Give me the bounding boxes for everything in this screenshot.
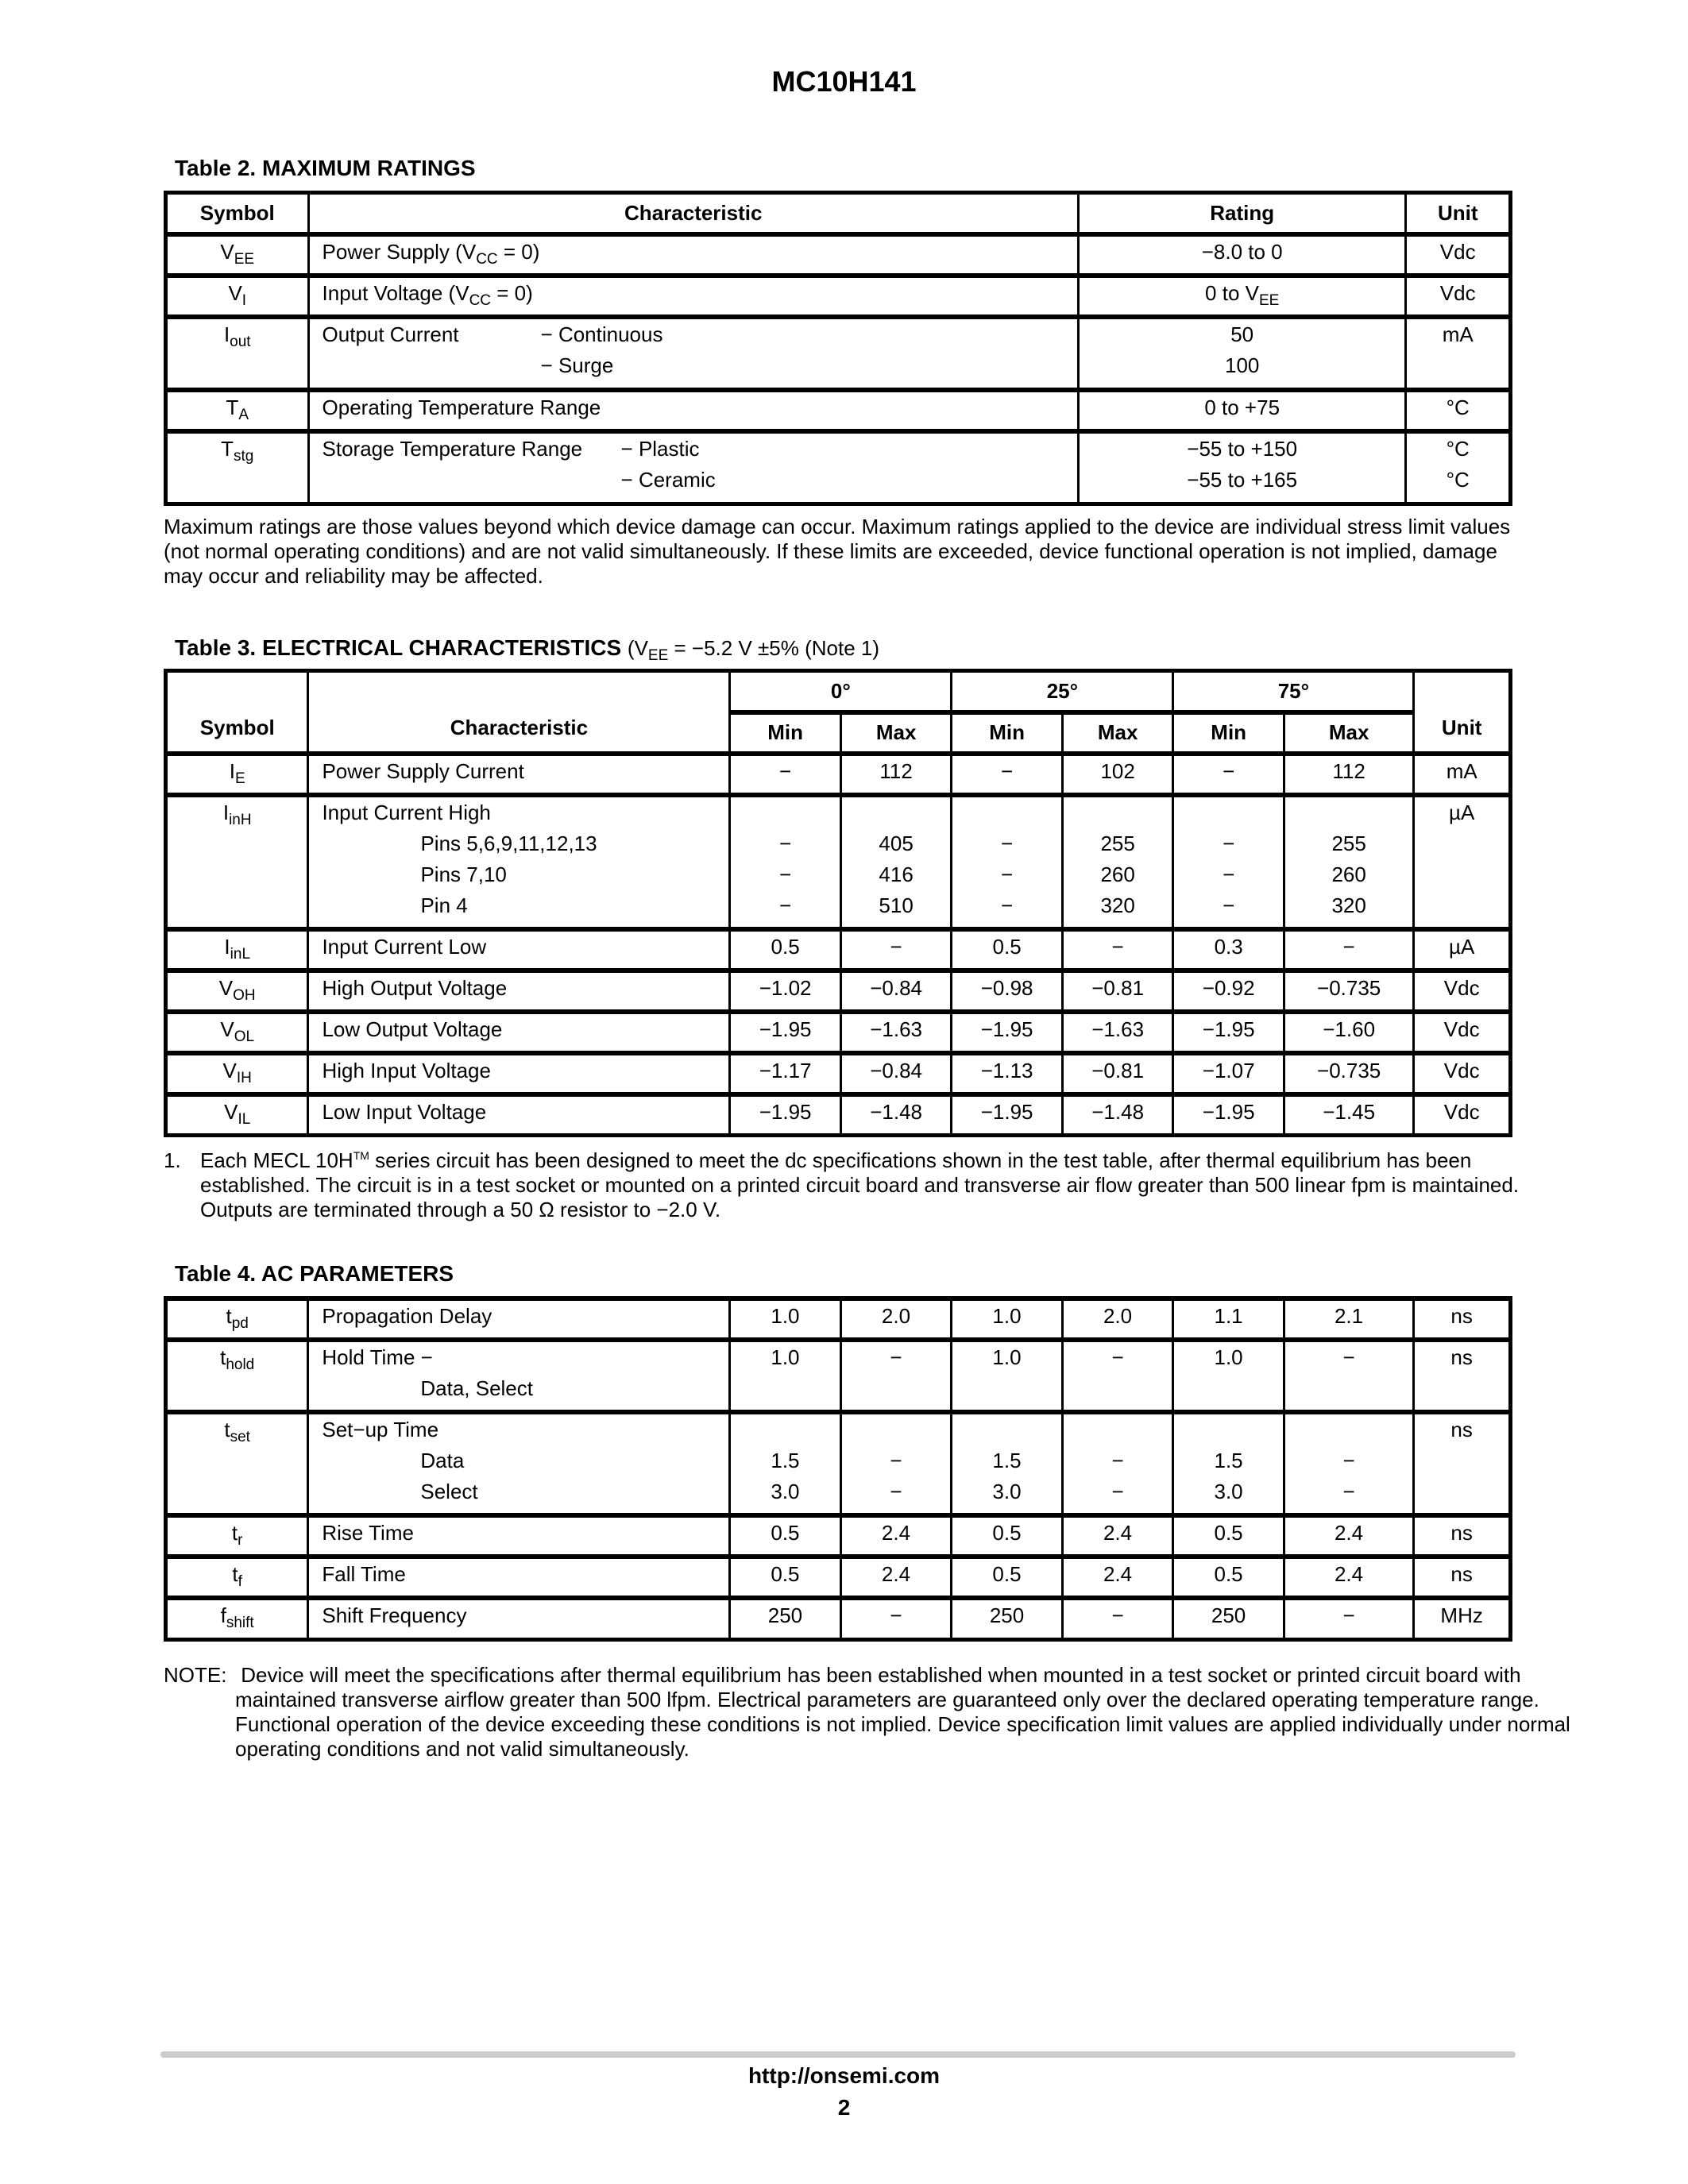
table-row: $T_{stg}$ Storage Temperature Range − Plastic − Ceramic −55 to +150 −55 to +165 °C °C [166, 431, 1511, 504]
col-header-symbol: Symbol [166, 671, 308, 754]
ac-parameters-table [164, 1296, 1512, 1642]
table2-caption: Table 2. MAXIMUM RATINGS [175, 156, 476, 180]
col-header-min: Min [952, 712, 1063, 754]
col-header-unit: Unit [1414, 671, 1511, 754]
table-row: $V_{OL}$ Low Output Voltage −1.95 −1.63 −1.95 −1.63 −1.95 −1.60 Vdc [166, 1012, 1511, 1053]
table-row: $f_{shift}$ Shift Frequency 250 − 250 − 250 − MHz [166, 1598, 1511, 1639]
table3-caption: Table 3. ELECTRICAL CHARACTERISTICS ($V_{EE} = -5.2$ V ±5% (Note 1) [175, 635, 880, 664]
col-header-max: Max [840, 712, 952, 754]
table-row: $I_{out}$ Output Current − Continuous − Surge 50 100 mA [166, 317, 1511, 390]
col-header-characteristic: Characteristic [308, 671, 730, 754]
table-row: $I_E$ Power Supply Current − 112 − 102 − 112 mA [166, 754, 1511, 795]
col-header-symbol: Symbol [166, 193, 309, 234]
table-row: $T_A$ Operating Temperature Range 0 to +75 °C [166, 390, 1511, 431]
table-row: $I_{inL}$ Input Current Low 0.5 − 0.5 − 0.3 − µA [166, 929, 1511, 970]
table4-caption: Table 4. AC PARAMETERS [175, 1261, 454, 1286]
col-header-unit: Unit [1406, 193, 1511, 234]
table-row: $V_{EE}$ Power Supply $(V_{CC} = 0)$ −8.0 to 0 Vdc [166, 234, 1511, 276]
ac-note: NOTE: Device will meet the specifications after thermal equilibrium has been established when mounted in a test socket or printed circuit board with maintained transverse airflow greater than 500 lfpm. Electrical parameters are guaranteed only over the declared operating temperature range. Functional operation of the device exceeding these conditions is not implied. Device specification limit values are applied individually under normal operating conditions and not valid simultaneously. [164, 1663, 1570, 1761]
col-header-max: Max [1062, 712, 1173, 754]
table-row: $V_{IL}$ Low Input Voltage −1.95 −1.48 −1.95 −1.48 −1.95 −1.45 Vdc [166, 1094, 1511, 1136]
col-header-characteristic: Characteristic [308, 193, 1078, 234]
col-header-temp-25: 25° [952, 671, 1173, 712]
table-row: $V_{OH}$ High Output Voltage −1.02 −0.84 −0.98 −0.81 −0.92 −0.735 Vdc [166, 970, 1511, 1012]
table-row: $V_{IH}$ High Input Voltage −1.17 −0.84 −1.13 −0.81 −1.07 −0.735 Vdc [166, 1053, 1511, 1094]
footer-url: http://onsemi.com [747, 2063, 941, 2088]
table-row: $V_I$ Input Voltage $(V_{CC} = 0)$ 0 to $V_{EE}$ Vdc [166, 276, 1511, 317]
table-row: $I_{inH}$ Input Current High Pins 5,6,9,11,12,13 Pins 7,10 Pin 4 − − − 405 416 510 − − − 255 260 320 − − − 255 260 320 µA [166, 795, 1511, 929]
table-row: $t_{set}$ Set−up Time Data Select 1.5 3.0 − − 1.5 3.0 − − 1.5 3.0 − − ns [166, 1412, 1511, 1515]
table-row: $t_f$ Fall Time 0.5 2.4 0.5 2.4 0.5 2.4 ns [166, 1557, 1511, 1598]
page-title: MC10H141 [771, 65, 917, 98]
footnote-1: 1. Each MECL 10H™ series circuit has been designed to meet the dc specifications shown in the test table, after thermal equilibrium has been established. The circuit is in a test socket or mounted on a printed circuit board and transverse air flow greater than 500 linear fpm is maintained. Outputs are terminated through a 50 Ω resistor to −2.0 V. [164, 1148, 1520, 1221]
footer-divider [160, 2051, 1516, 2058]
col-header-min: Min [730, 712, 841, 754]
electrical-characteristics-table [164, 669, 1512, 1137]
col-header-temp-75: 75° [1173, 671, 1414, 712]
max-ratings-note: Maximum ratings are those values beyond which device damage can occur. Maximum ratings applied to the device are individual stress limit values (not normal operating conditions) and are not valid simultaneously. If these limits are exceeded, device functional operation is not implied, damage may occur and reliability may be affected. [164, 515, 1511, 588]
col-header-temp-0: 0° [730, 671, 952, 712]
table-row: $t_{hold}$ Hold Time − Data, Select 1.0 − 1.0 − 1.0 − ns [166, 1340, 1511, 1412]
table-row: $t_r$ Rise Time 0.5 2.4 0.5 2.4 0.5 2.4 ns [166, 1515, 1511, 1557]
col-header-rating: Rating [1078, 193, 1405, 234]
page-number: 2 [837, 2095, 851, 2120]
maximum-ratings-table [164, 191, 1512, 506]
col-header-min: Min [1173, 712, 1284, 754]
col-header-max: Max [1284, 712, 1413, 754]
table-row: $t_{pd}$ Propagation Delay 1.0 2.0 1.0 2.0 1.1 2.1 ns [166, 1298, 1511, 1340]
